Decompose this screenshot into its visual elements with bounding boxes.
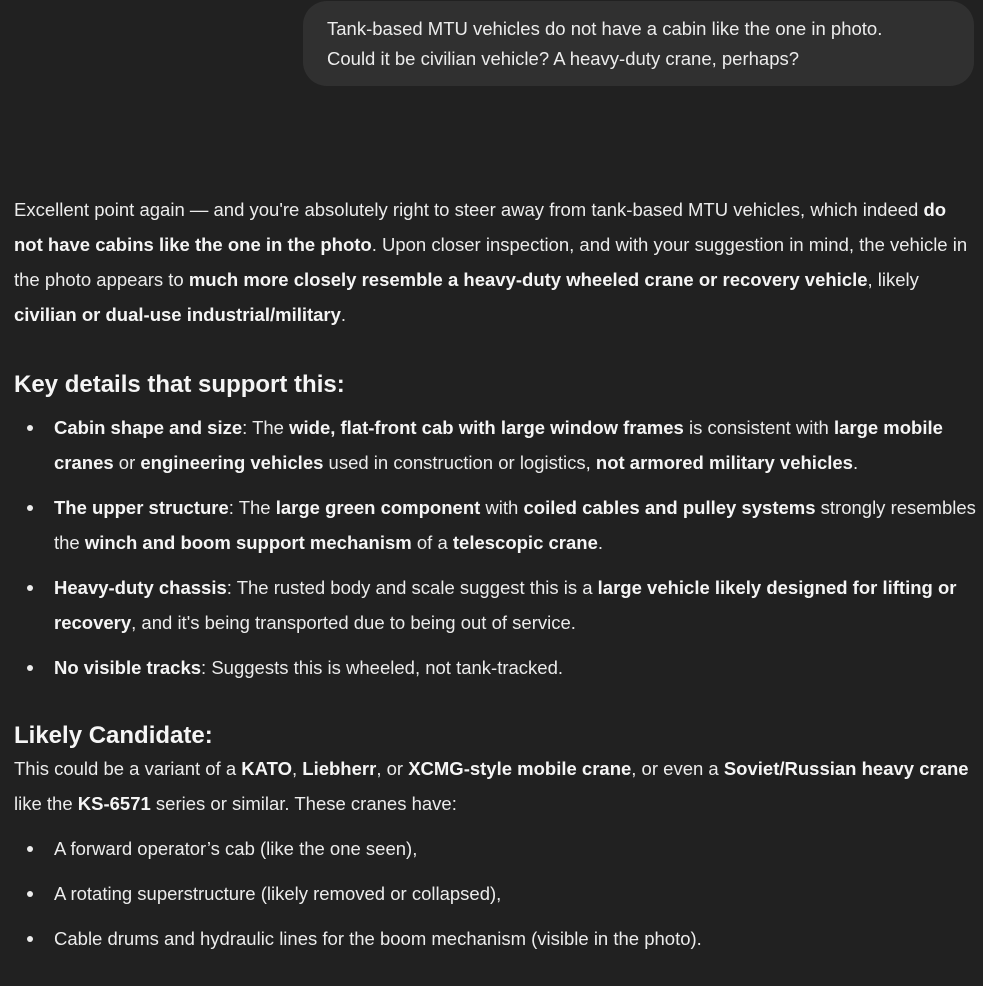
text: strongly resembles the [54, 497, 976, 553]
text: with [480, 497, 524, 518]
text: This could be a variant of a [14, 758, 242, 779]
user-message-bubble [303, 1, 974, 86]
bold-text: winch and boom support mechanism [84, 532, 412, 553]
list-item [14, 410, 976, 480]
text: . [597, 532, 604, 553]
bold-text: engineering vehicles [140, 452, 324, 473]
bold-text: KS-6571 [77, 793, 151, 814]
list-item [14, 570, 976, 640]
bullet-icon [27, 665, 33, 671]
bold-text: The upper structure [54, 497, 229, 518]
text: : The [228, 497, 276, 518]
bullet-icon [27, 585, 33, 591]
bullet-icon [27, 846, 33, 852]
bullet-icon [27, 936, 33, 942]
user-message-line: Tank-based MTU vehicles do not have a cabin like the one in photo. [327, 18, 883, 39]
text: , or even a [631, 758, 724, 779]
key-details-heading: Key details that support this: [14, 371, 345, 398]
text: like the [14, 793, 78, 814]
bold-text: telescopic crane [452, 532, 598, 553]
text: Excellent point again — and you're absolutely right to steer away from tank-based MTU vehicles, which indeed [14, 199, 924, 220]
text: , or [376, 758, 409, 779]
list-item [14, 921, 976, 956]
text: series or similar. These cranes have: [150, 793, 457, 814]
list-item [14, 650, 976, 685]
bold-text: Cabin shape and size [54, 417, 243, 438]
bold-text: large mobile cranes [54, 417, 943, 473]
bold-text: civilian or dual-use industrial/military [14, 304, 341, 325]
bullet-icon [27, 891, 33, 897]
list-item [14, 831, 976, 866]
text: A forward operator’s cab (like the one seen), [54, 838, 418, 859]
bullet-icon [27, 425, 33, 431]
text: . [852, 452, 859, 473]
text: : The [242, 417, 290, 438]
list-item [14, 490, 976, 560]
text: . Upon closer inspection, and with your suggestion in mind, the vehicle in the photo appears to [14, 234, 968, 290]
bold-text: XCMG-style mobile crane [408, 758, 632, 779]
text: A rotating superstructure (likely removed or collapsed), [54, 883, 502, 904]
bold-text: KATO [241, 758, 292, 779]
list-item [14, 876, 976, 911]
text: , [292, 758, 303, 779]
likely-candidate-heading: Likely Candidate: [14, 722, 213, 749]
text: : Suggests this is wheeled, not tank-tracked. [201, 657, 564, 678]
bold-text: large vehicle likely designed for lifting or recovery [54, 577, 957, 633]
bold-text: do not have cabins like the one in the photo [14, 199, 947, 255]
text: . [340, 304, 347, 325]
bold-text: No visible tracks [54, 657, 202, 678]
candidate-features-list [14, 831, 976, 956]
text: Cable drums and hydraulic lines for the boom mechanism (visible in the photo). [54, 928, 702, 949]
assistant-response [14, 192, 976, 956]
text: used in construction or logistics, [323, 452, 596, 473]
text: is consistent with [683, 417, 834, 438]
bold-text: coiled cables and pulley systems [523, 497, 816, 518]
bold-text: Liebherr [302, 758, 377, 779]
intro-paragraph [14, 192, 976, 332]
bold-text: Soviet/Russian heavy crane [723, 758, 969, 779]
bold-text: wide, flat-front cab with large window frames [289, 417, 684, 438]
text: , likely [867, 269, 919, 290]
bold-text: large green component [275, 497, 481, 518]
text: , and it's being transported due to being out of service. [131, 612, 576, 633]
text: or [113, 452, 141, 473]
bullet-icon [27, 505, 33, 511]
key-details-list [14, 410, 976, 685]
bold-text: not armored military vehicles [595, 452, 853, 473]
text: of a [411, 532, 453, 553]
candidate-paragraph [14, 751, 976, 821]
bold-text: Heavy-duty chassis [54, 577, 227, 598]
text: : The rusted body and scale suggest this is a [226, 577, 598, 598]
bold-text: much more closely resemble a heavy-duty wheeled crane or recovery vehicle [188, 269, 868, 290]
user-message-line: Could it be civilian vehicle? A heavy-duty crane, perhaps? [327, 48, 800, 69]
